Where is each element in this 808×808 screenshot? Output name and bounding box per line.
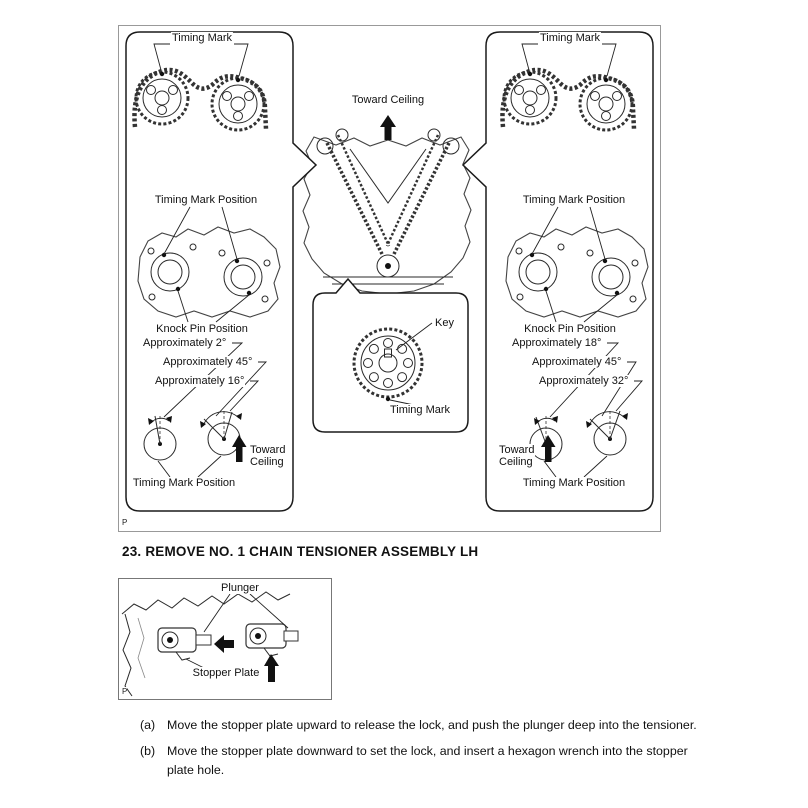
- instruction-a: [140, 716, 715, 735]
- instruction-a-text: Move the stopper plate upward to release the lock, and push the plunger deep into the tensioner.: [167, 718, 697, 732]
- tensioner-diagram-art: [118, 578, 332, 700]
- label-plunger: Plunger: [221, 582, 259, 594]
- label-timing-mark-left: Timing Mark: [171, 32, 233, 44]
- label-approx-32deg: Approximately 32°: [539, 375, 629, 387]
- instruction-b-text: Move the stopper plate downward to set the lock, and insert a hexagon wrench into the stopper plate hole.: [167, 744, 688, 778]
- label-timing-mark-position-left: Timing Mark Position: [154, 194, 258, 206]
- step-heading: 23. REMOVE NO. 1 CHAIN TENSIONER ASSEMBLY LH: [122, 544, 479, 559]
- label-approx-45deg-left: Approximately 45°: [163, 356, 253, 368]
- instruction-b: [140, 742, 715, 780]
- label-approx-16deg: Approximately 16°: [155, 375, 245, 387]
- label-knock-pin-position-right: Knock Pin Position: [524, 323, 616, 335]
- figure2-corner-mark: P: [122, 687, 128, 696]
- label-stopper-plate: Stopper Plate: [192, 667, 260, 679]
- label-approx-45deg-right: Approximately 45°: [532, 356, 622, 368]
- label-timing-mark-crank: Timing Mark: [389, 404, 451, 416]
- label-timing-mark-right: Timing Mark: [539, 32, 601, 44]
- label-toward-right-2: Ceiling: [499, 456, 533, 468]
- label-toward-left-2: Ceiling: [250, 456, 284, 468]
- instruction-list: [140, 716, 715, 788]
- figure-chain-tensioner: [118, 578, 332, 700]
- label-approx-2deg: Approximately 2°: [143, 337, 227, 349]
- label-timing-mark-position-bottom-right: Timing Mark Position: [522, 477, 626, 489]
- label-toward-left-1: Toward: [250, 444, 286, 456]
- label-approx-18deg: Approximately 18°: [512, 337, 602, 349]
- instruction-a-label: (a): [140, 718, 156, 732]
- figure-timing-marks: [118, 25, 661, 532]
- label-knock-pin-position-left: Knock Pin Position: [156, 323, 248, 335]
- label-timing-mark-position-bottom-left: Timing Mark Position: [132, 477, 236, 489]
- figure1-corner-mark: P: [122, 518, 128, 527]
- instruction-b-label: (b): [140, 744, 156, 759]
- label-toward-ceiling-center: Toward Ceiling: [351, 94, 425, 106]
- label-toward-right-1: Toward: [499, 444, 535, 456]
- label-timing-mark-position-right: Timing Mark Position: [522, 194, 626, 206]
- label-key: Key: [435, 317, 454, 329]
